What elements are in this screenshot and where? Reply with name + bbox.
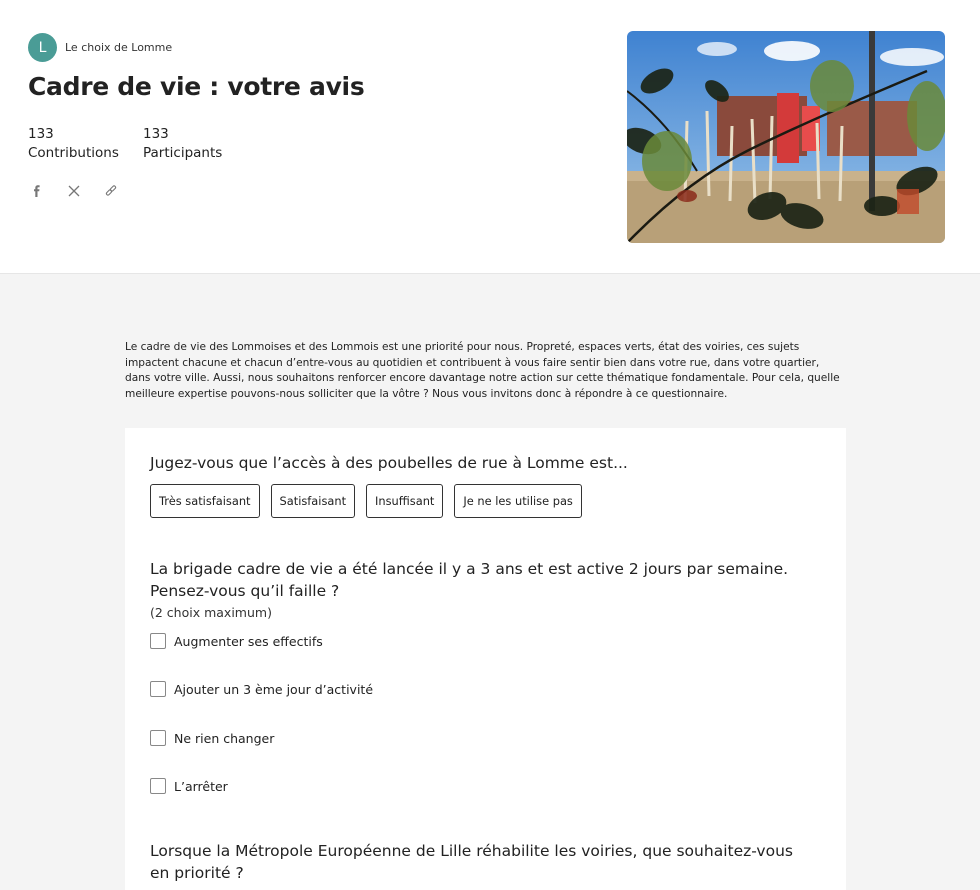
stat-participants <box>143 125 222 163</box>
stat-contributions-label: Contributions <box>28 145 119 161</box>
page-title: Cadre de vie : votre avis <box>28 72 365 101</box>
header <box>0 0 980 274</box>
checkbox[interactable] <box>150 730 166 746</box>
checkbox-label: L’arrêter <box>174 778 228 794</box>
option-tres-satisfaisant[interactable]: Très satisfaisant <box>150 484 260 518</box>
option-ne-les-utilise-pas[interactable]: Je ne les utilise pas <box>454 484 581 518</box>
x-icon[interactable] <box>65 182 83 200</box>
question-1: Jugez-vous que l’accès à des poubelles de rue à Lomme est... <box>150 454 628 472</box>
org-name: Le choix de Lomme <box>65 41 173 54</box>
org-badge[interactable] <box>28 33 172 62</box>
hero-image <box>627 31 945 243</box>
question-2-hint: (2 choix maximum) <box>150 605 272 620</box>
survey-card <box>125 428 846 890</box>
checkbox-ajouter-jour[interactable] <box>150 681 373 697</box>
facebook-icon[interactable] <box>28 182 46 200</box>
question-1-options <box>150 484 582 518</box>
avatar: L <box>28 33 57 62</box>
question-3: Lorsque la Métropole Européenne de Lille réhabilite les voiries, que souhaitez-vous en priorité ? <box>150 842 793 882</box>
intro-text: Le cadre de vie des Lommoises et des Lommois est une priorité pour nous. Propreté, espaces verts, état des voiries, ces sujets impactent chacune et chacun d’entre-vous au quotidien et contribuent à vous faire sentir bien dans votre rue, dans votre quartier, dans votre ville. Aussi, nous souhaitons renforcer encore davantage notre action sur cette thématique fondamentale. Pour cela, quelle meilleure expertise pouvons-nous solliciter que la vôtre ? Nous vous invitons donc à répondre à ce questionnaire. <box>125 341 840 400</box>
stat-participants-value: 133 <box>143 126 169 142</box>
checkbox[interactable] <box>150 633 166 649</box>
checkbox-label: Augmenter ses effectifs <box>174 633 323 649</box>
link-icon[interactable] <box>102 182 120 200</box>
checkbox-label: Ne rien changer <box>174 730 275 746</box>
checkbox-ne-rien-changer[interactable] <box>150 730 274 746</box>
stat-contributions <box>28 125 119 163</box>
stat-contributions-value: 133 <box>28 126 54 142</box>
checkbox[interactable] <box>150 778 166 794</box>
checkbox-augmenter-effectifs[interactable] <box>150 633 323 649</box>
option-satisfaisant[interactable]: Satisfaisant <box>271 484 356 518</box>
stat-participants-label: Participants <box>143 145 223 161</box>
question-2: La brigade cadre de vie a été lancée il y a 3 ans et est active 2 jours par semaine. Pensez-vous qu’il faille ? <box>150 560 789 600</box>
checkbox[interactable] <box>150 681 166 697</box>
checkbox-arreter[interactable] <box>150 778 228 794</box>
option-insuffisant[interactable]: Insuffisant <box>366 484 443 518</box>
checkbox-label: Ajouter un 3 ème jour d’activité <box>174 681 374 697</box>
